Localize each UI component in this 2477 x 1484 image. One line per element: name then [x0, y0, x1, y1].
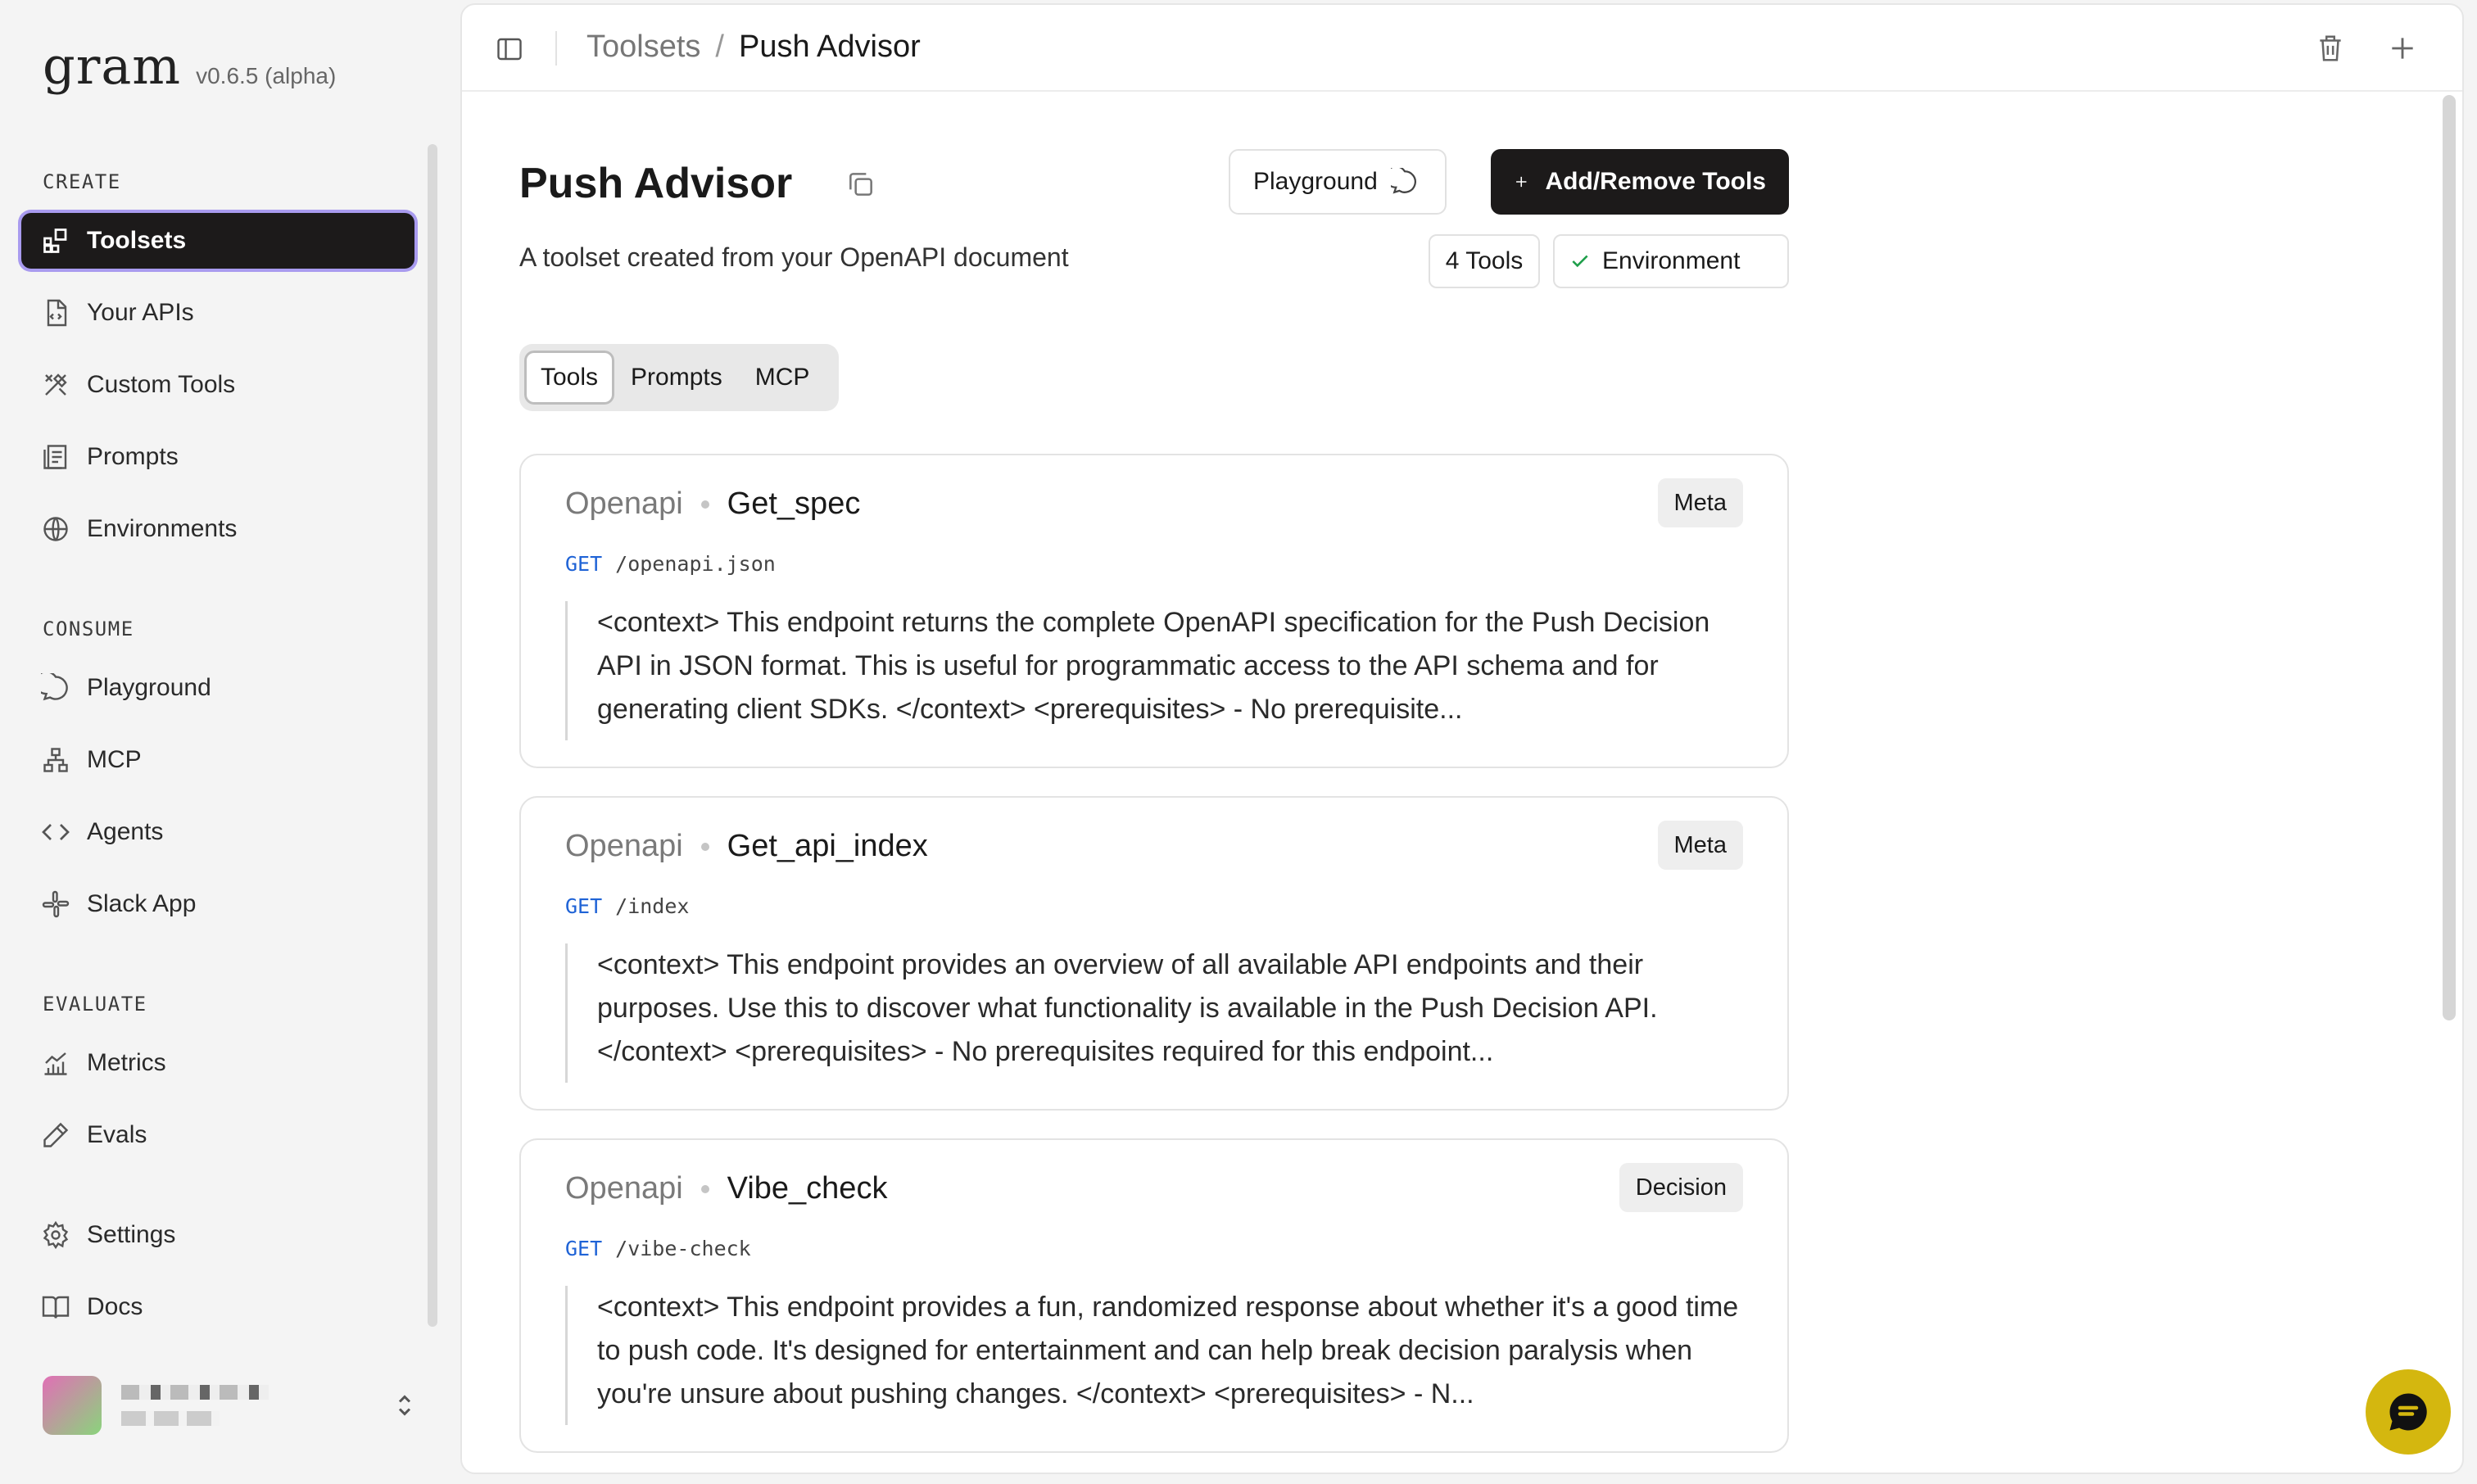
file-code-icon	[41, 298, 70, 328]
chat-support-button[interactable]	[2366, 1369, 2451, 1455]
separator-dot	[701, 500, 709, 509]
http-path: /index	[615, 894, 690, 918]
tool-tag: Meta	[1658, 821, 1743, 870]
user-info-redacted	[121, 1385, 269, 1426]
prompts-icon	[41, 442, 70, 472]
tool-card[interactable]	[519, 1138, 1789, 1453]
sidebar-item-your-apis[interactable]	[21, 285, 414, 341]
tab-tools[interactable]: Tools	[524, 351, 614, 405]
environment-label: Environment	[1602, 247, 1741, 274]
divider	[555, 31, 557, 66]
user-menu[interactable]	[43, 1376, 419, 1435]
sidebar-item-label: Slack App	[87, 890, 197, 917]
top-bar	[462, 5, 2462, 92]
tool-name: Vibe_check	[727, 1171, 888, 1206]
tool-name: Get_spec	[727, 486, 861, 521]
sidebar-item-label: Your APIs	[87, 299, 194, 326]
chevron-up-down-icon[interactable]	[390, 1391, 419, 1420]
sidebar-item-label: Prompts	[87, 443, 179, 470]
http-method: GET	[565, 894, 603, 918]
sidebar-item-label: Metrics	[87, 1049, 166, 1076]
sidebar-item-label: MCP	[87, 746, 142, 773]
plus-icon[interactable]	[2387, 33, 2418, 64]
copy-icon[interactable]	[845, 169, 876, 200]
main-scrollbar[interactable]	[2443, 95, 2456, 1020]
tool-tag: Meta	[1658, 478, 1743, 527]
sidebar-item-label: Toolsets	[87, 227, 187, 254]
chat-icon	[2384, 1387, 2433, 1436]
environment-badge[interactable]	[1553, 234, 1789, 288]
tool-name: Get_api_index	[727, 829, 928, 863]
sidebar	[0, 0, 442, 1484]
breadcrumb-current: Push Advisor	[738, 29, 921, 64]
tool-card[interactable]	[519, 796, 1789, 1111]
plus-icon	[1514, 170, 1529, 194]
app-logo[interactable]: gram	[43, 36, 182, 96]
http-method: GET	[565, 1237, 603, 1260]
sidebar-item-docs[interactable]	[21, 1279, 414, 1335]
sidebar-item-prompts[interactable]	[21, 429, 414, 485]
tool-description: <context> This endpoint returns the complete OpenAPI specification for the Push Decision API in JSON format. This is useful for programmatic access to the API schema and for generating client SDKs. </context> <prerequisites> - No prerequisite...	[565, 601, 1751, 740]
sidebar-item-toolsets[interactable]	[21, 213, 414, 269]
page-description: A toolset created from your OpenAPI document	[519, 242, 1069, 272]
sidebar-item-metrics[interactable]	[21, 1035, 414, 1091]
breadcrumb-parent[interactable]: Toolsets	[586, 29, 701, 64]
app-version: v0.6.5 (alpha)	[196, 63, 337, 88]
toolsets-icon	[41, 226, 70, 256]
sidebar-item-label: Evals	[87, 1121, 147, 1148]
globe-icon	[41, 514, 70, 544]
tool-card[interactable]	[519, 454, 1789, 768]
add-remove-tools-label: Add/Remove Tools	[1545, 168, 1766, 195]
tool-source: Openapi	[565, 486, 683, 521]
add-remove-tools-button[interactable]	[1491, 149, 1789, 215]
sidebar-scrollbar[interactable]	[428, 144, 437, 1327]
main-panel	[460, 3, 2464, 1474]
sidebar-item-label: Environments	[87, 515, 238, 542]
tool-card-header	[565, 1171, 887, 1206]
section-consume: CONSUME	[43, 618, 134, 640]
http-path: /openapi.json	[615, 552, 776, 576]
tools-icon	[41, 370, 70, 400]
network-icon	[41, 745, 70, 775]
breadcrumb-separator: /	[715, 29, 724, 64]
sidebar-item-label: Docs	[87, 1293, 143, 1320]
tool-count-label: 4 Tools	[1445, 247, 1524, 274]
sidebar-item-evals[interactable]	[21, 1107, 414, 1163]
trash-icon[interactable]	[2315, 33, 2346, 64]
chat-bubble-icon	[1391, 168, 1419, 196]
chart-icon	[41, 1048, 70, 1078]
sidebar-item-custom-tools[interactable]	[21, 357, 414, 413]
tool-route	[565, 552, 776, 576]
separator-dot	[701, 1185, 709, 1193]
sidebar-item-playground[interactable]	[21, 660, 414, 716]
sidebar-item-label: Playground	[87, 674, 211, 701]
page-title: Push Advisor	[519, 160, 793, 207]
brand[interactable]	[43, 36, 336, 96]
sidebar-item-agents[interactable]	[21, 804, 414, 860]
gear-icon	[41, 1220, 70, 1250]
tool-source: Openapi	[565, 1171, 683, 1206]
avatar[interactable]	[43, 1376, 102, 1435]
playground-button-label: Playground	[1253, 168, 1378, 195]
tab-mcp[interactable]: MCP	[754, 364, 810, 391]
tab-prompts[interactable]: Prompts	[631, 364, 722, 391]
section-evaluate: EVALUATE	[43, 993, 147, 1016]
sidebar-item-environments[interactable]	[21, 501, 414, 557]
sidebar-item-mcp[interactable]	[21, 732, 414, 788]
tool-route	[565, 894, 689, 918]
tool-card-header	[565, 486, 860, 522]
code-brackets-icon	[41, 817, 70, 847]
slack-icon	[41, 889, 70, 919]
chat-bubble-icon	[41, 673, 70, 703]
tool-description: <context> This endpoint provides a fun, randomized response about whether it's a good time to push code. It's designed for entertainment and can help break decision paralysis when you're unsure about pushing changes. </context> <prerequisites> - N...	[565, 1286, 1751, 1425]
section-create: CREATE	[43, 170, 121, 193]
sidebar-item-label: Custom Tools	[87, 371, 236, 398]
tool-source: Openapi	[565, 829, 683, 863]
tool-card-header	[565, 829, 928, 864]
tool-tag: Decision	[1619, 1163, 1743, 1212]
sidebar-item-label: Agents	[87, 818, 164, 845]
tool-description: <context> This endpoint provides an overview of all available API endpoints and their purposes. Use this to discover what functionality is available in the Push Decision API. </context> <prerequisites> - No prerequisites required for this endpoint...	[565, 943, 1751, 1083]
tool-count-badge[interactable]	[1429, 234, 1540, 288]
check-icon	[1569, 251, 1591, 272]
http-method: GET	[565, 552, 603, 576]
tool-route	[565, 1237, 751, 1260]
pencil-icon	[41, 1120, 70, 1150]
sidebar-toggle-icon[interactable]	[495, 34, 524, 64]
tab-bar	[519, 344, 839, 411]
http-path: /vibe-check	[615, 1237, 751, 1260]
separator-dot	[701, 843, 709, 851]
breadcrumb	[586, 29, 921, 65]
sidebar-item-slack-app[interactable]	[21, 876, 414, 932]
book-icon	[41, 1292, 70, 1322]
sidebar-item-label: Settings	[87, 1221, 176, 1248]
playground-button[interactable]	[1229, 149, 1447, 215]
sidebar-item-settings[interactable]	[21, 1207, 414, 1263]
